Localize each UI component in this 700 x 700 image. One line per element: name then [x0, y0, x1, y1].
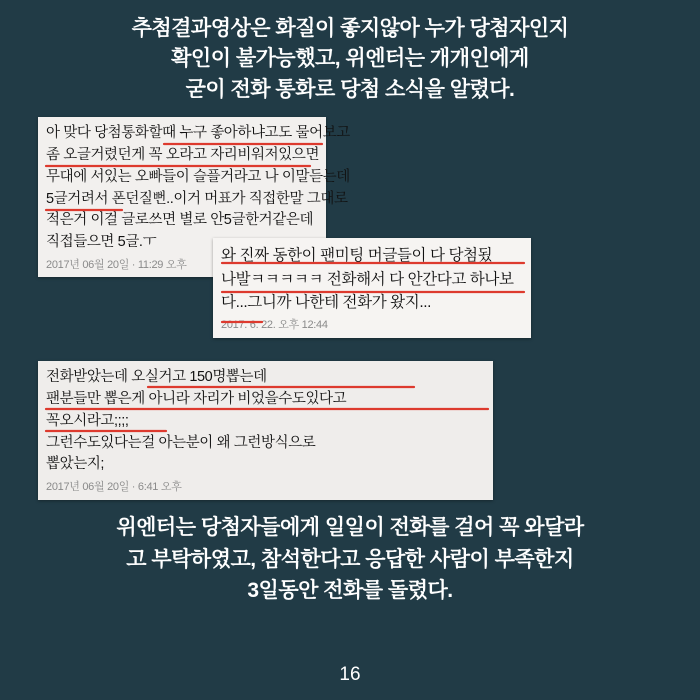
screenshot-card-group [0, 115, 700, 505]
comment-card-3-timestamp: 2017년 06월 20일 · 6:41 오후 [46, 481, 182, 494]
comment-card-3 [38, 361, 493, 499]
comment-card-3-line-4: 그런수도있다는걸 아는분이 왜 그런방식으로 [46, 434, 316, 451]
comment-card-2-line-1: 와 진짜 동한이 팬미팅 머글들이 다 당첨됬 [221, 247, 493, 265]
bottom-caption [0, 512, 700, 607]
comment-card-3-line-1: 전화받았는데 오실거고 150명뽑는데 [46, 369, 267, 386]
comment-card-1-line-5: 적은거 이걸 글로쓰면 별로 안5글한거같은데 [46, 212, 314, 229]
comment-card-2-line-3: 다...그니까 나한테 전화가 왔지... [221, 293, 432, 311]
top-caption [0, 0, 700, 111]
comment-card-1-line-4: 5글거려서 폰던질뻔..이거 머표가 직접한말 그대로 [46, 190, 348, 207]
comment-card-2-timestamp: 2017. 6. 22. 오후 12:44 [221, 319, 328, 332]
bottom-caption-line-2: 고 부탁하였고, 참석한다고 응답한 사람이 부족한지 [126, 547, 574, 571]
top-caption-line-3: 굳이 전화 통화로 당첨 소식을 알렸다. [185, 77, 515, 101]
comment-card-3-line-2: 팬분들만 뽑은게 아니라 자리가 비었을수도있다고 [46, 391, 347, 408]
page-number: 16 [339, 664, 361, 685]
comment-card-1-line-2: 좀 오글거렸던게 꼭 오라고 자리비워저있으면 [46, 147, 320, 164]
bottom-caption-line-3: 3일동안 전화를 돌렸다. [247, 579, 453, 602]
comment-card-1-line-1: 아 맞다 당첨통화할때 누구 좋아하냐고도 물어보고 [46, 125, 350, 142]
comment-card-3-line-3: 꼭오시라고;;;; [46, 412, 129, 429]
comment-card-3-line-5: 뽑았는지; [46, 456, 105, 473]
comment-card-1-timestamp: 2017년 06월 20일 · 11:29 오후 [46, 258, 187, 271]
comment-card-1-line-6: 직접들으면 5글.ㅜ [46, 234, 157, 251]
comment-card-2-line-2: 나발ㅋㅋㅋㅋㅋ 전화해서 다 안간다고 하나보 [221, 270, 514, 288]
comment-card-1-line-3: 무대에 서있는 오빠들이 슬플거라고 나 이말듣는데 [46, 168, 350, 185]
top-caption-line-2: 확인이 불가능했고, 위엔터는 개개인에게 [171, 47, 529, 71]
top-caption-line-1: 추첨결과영상은 화질이 좋지않아 누가 당첨자인지 [131, 17, 569, 40]
comment-card-2 [213, 238, 531, 337]
bottom-caption-line-1: 위엔터는 당첨자들에게 일일이 전화를 걸어 꼭 와달라 [116, 516, 584, 539]
